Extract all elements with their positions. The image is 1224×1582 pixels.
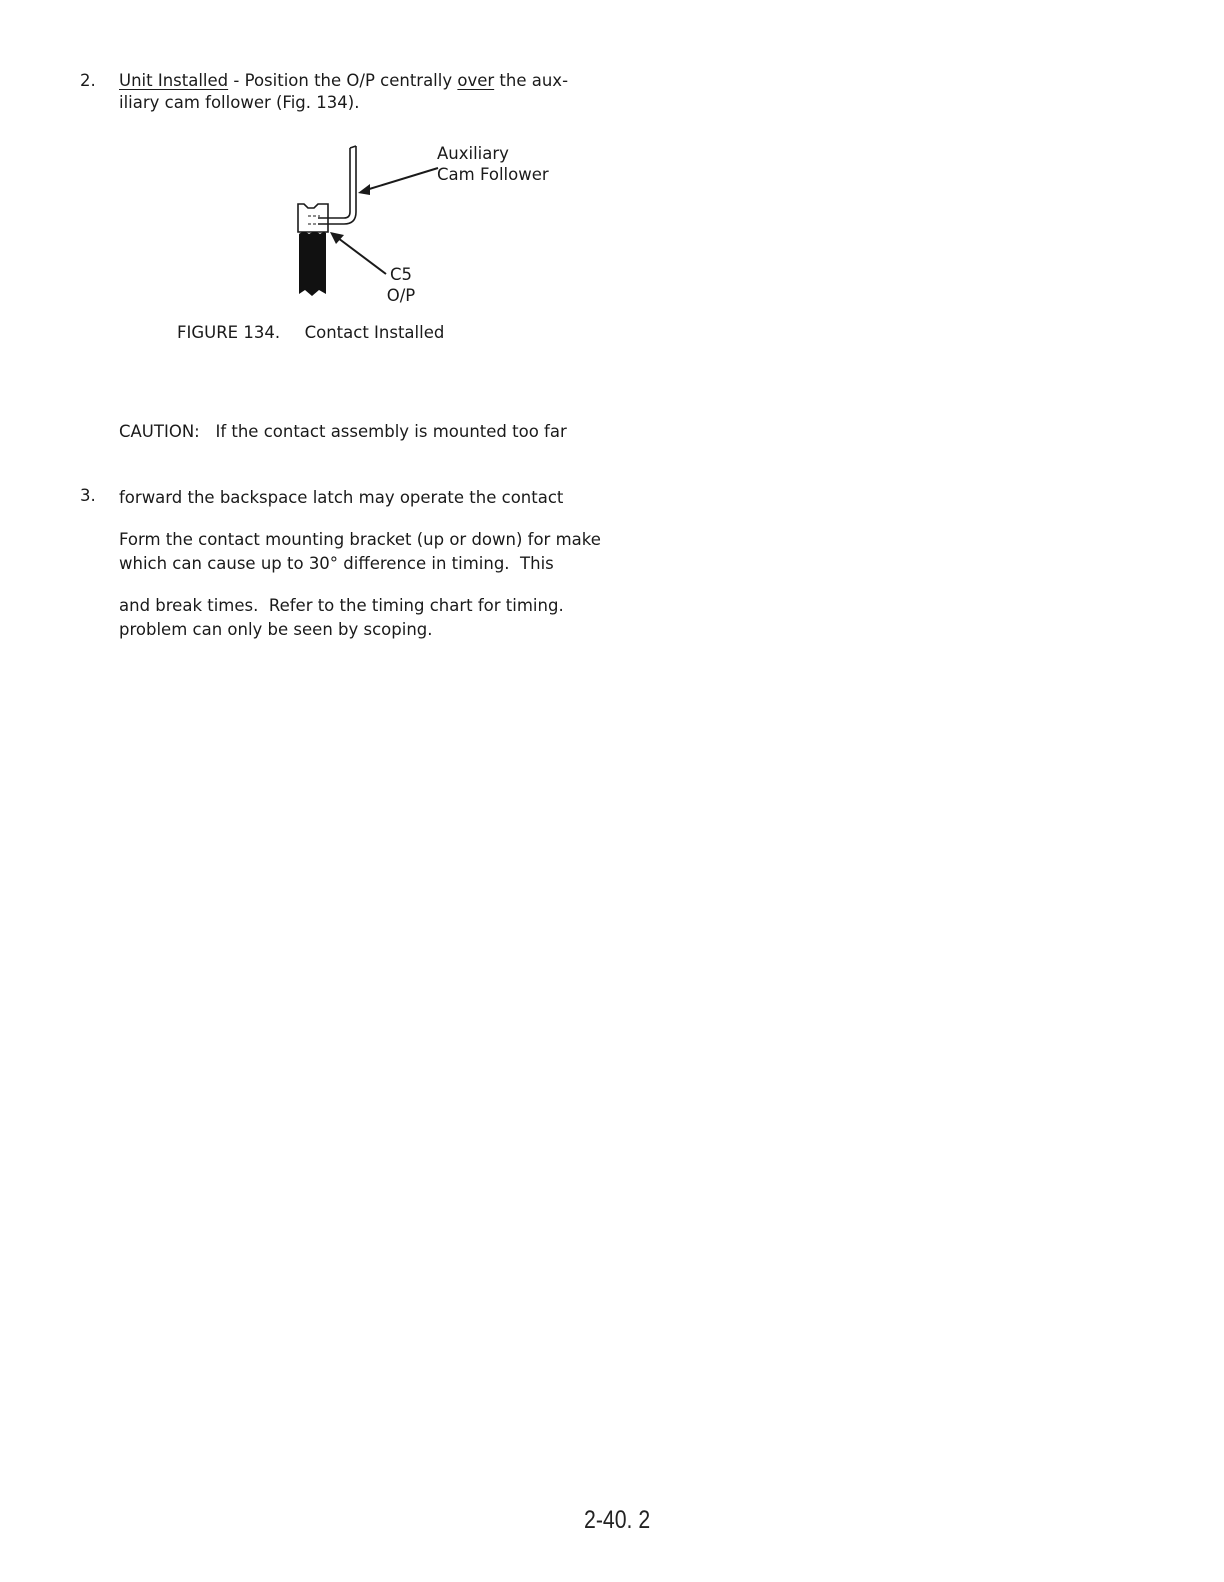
step-2-number: 2. [80, 71, 96, 90]
label-auxiliary-line-1: Auxiliary [437, 144, 509, 163]
figure-caption-title: Contact Installed [304, 323, 445, 342]
label-auxiliary-cam-follower [437, 143, 549, 185]
caution-line-1: CAUTION: If the contact assembly is mounted too far [119, 422, 567, 441]
label-op: O/P [386, 286, 416, 305]
caution-line-2: forward the backspace latch may operate the contact [119, 488, 564, 507]
step-2-text [119, 70, 599, 114]
figure-caption [177, 322, 444, 344]
cam-follower-bracket [318, 146, 356, 224]
step-2-line-1 [119, 70, 599, 92]
step-3-line-2: and break times. Refer to the timing chart for timing. [119, 596, 564, 615]
label-auxiliary-line-2: Cam Follower [437, 165, 549, 184]
mounting-post [299, 232, 326, 296]
label-c5-op [385, 264, 417, 306]
step-3-number: 3. [80, 486, 96, 505]
step-2-heading: Unit Installed [119, 71, 229, 90]
step-2-text-b: the aux- [494, 71, 569, 90]
caution-line-3: which can cause up to 30° difference in timing. This [119, 554, 554, 573]
figure-caption-number: FIGURE 134. [177, 323, 281, 342]
step-2-emphasis: over [457, 71, 495, 90]
step-2-text-a: - Position the O/P centrally [228, 71, 458, 90]
step-3-line-1: Form the contact mounting bracket (up or down) for make [119, 530, 601, 549]
caution-line-4: problem can only be seen by scoping. [119, 620, 433, 639]
step-2-line-2: iliary cam follower (Fig. 134). [119, 93, 360, 112]
label-c5: C5 [389, 265, 413, 284]
page-number: 2-40. 2 [584, 1506, 651, 1534]
step-3-text [119, 485, 609, 639]
